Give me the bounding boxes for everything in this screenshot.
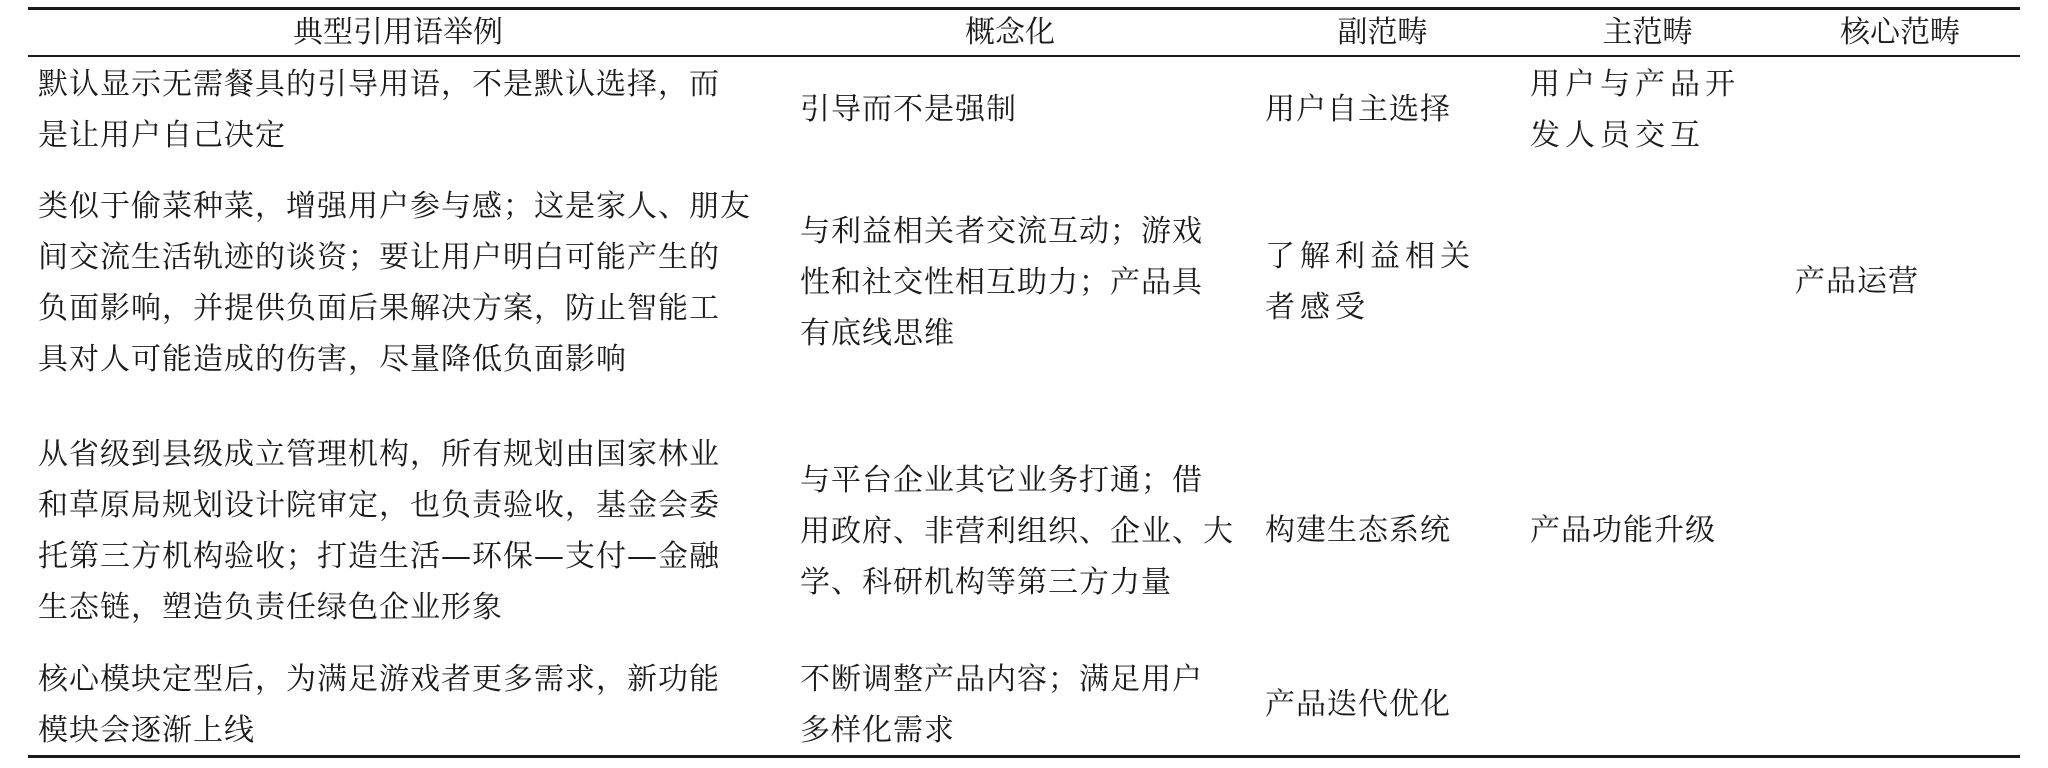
row3-quote-line: 托第三方机构验收；打造生活—环保—支付—金融: [38, 539, 720, 574]
row1-quote-line: 默认显示无需餐具的引导用语，不是默认选择，而: [38, 67, 720, 102]
row4-sub-category: [1265, 679, 1451, 730]
row3-quote-line: 和草原局规划设计院审定，也负责验收，基金会委: [38, 488, 720, 523]
row3-concept-line: 与平台企业其它业务打通；借: [800, 463, 1203, 498]
row3-main-category: [1530, 505, 1716, 556]
row1-sub-line: 用户自主选择: [1265, 92, 1451, 127]
header-quote: 典型引用语举例: [293, 15, 503, 50]
header-main-category: 主范畴: [1602, 15, 1693, 50]
row1-main-line: 发人员交互: [1530, 118, 1705, 153]
row2-quote-line: 具对人可能造成的伤害，尽量降低负面影响: [38, 342, 627, 377]
row2-concept-line: 与利益相关者交流互动；游戏: [800, 214, 1203, 249]
row1-concept: [800, 84, 1017, 135]
row3-sub-category: [1265, 505, 1451, 556]
row2-quote-line: 负面影响，并提供负面后果解决方案，防止智能工: [38, 291, 720, 326]
row3-sub-line: 构建生态系统: [1265, 513, 1451, 548]
row3-quote: [38, 429, 720, 633]
row1-quote: [38, 59, 720, 161]
row1-main-line: 用户与产品开: [1530, 67, 1740, 102]
row3-main-line: 产品功能升级: [1530, 513, 1716, 548]
row2-sub-line: 者感受: [1265, 290, 1370, 325]
row4-quote: [38, 654, 720, 756]
row4-concept: [800, 654, 1203, 756]
header-concept: 概念化: [965, 15, 1055, 50]
row2-quote: [38, 181, 751, 385]
row4-concept-line: 多样化需求: [800, 713, 955, 748]
row2-concept-line: 有底线思维: [800, 316, 955, 351]
row1-quote-line: 是让用户自己决定: [38, 118, 286, 153]
row1-concept-line: 引导而不是强制: [800, 92, 1017, 127]
row3-quote-line: 从省级到县级成立管理机构，所有规划由国家林业: [38, 437, 720, 472]
row2-quote-line: 间交流生活轨迹的谈资；要让用户明白可能产生的: [38, 240, 720, 275]
row2-concept: [800, 206, 1203, 359]
row2-sub-category: [1265, 231, 1475, 333]
row2-core-category: [1795, 256, 1919, 307]
header-sub-category: 副范畴: [1337, 15, 1428, 50]
row4-concept-line: 不断调整产品内容；满足用户: [800, 662, 1203, 697]
row1-sub-category: [1265, 84, 1451, 135]
row2-concept-line: 性和社交性相互助力；产品具: [800, 265, 1203, 300]
row2-sub-line: 了解利益相关: [1265, 239, 1475, 274]
row4-sub-line: 产品迭代优化: [1265, 687, 1451, 722]
row3-concept-line: 用政府、非营利组织、企业、大: [800, 514, 1234, 549]
row4-quote-line: 模块会逐渐上线: [38, 713, 255, 748]
header-core-category: 核心范畴: [1840, 15, 1960, 50]
row2-quote-line: 类似于偷菜种菜，增强用户参与感；这是家人、朋友: [38, 189, 751, 224]
row3-concept: [800, 455, 1234, 608]
row1-main-category: [1530, 59, 1740, 161]
row3-concept-line: 学、科研机构等第三方力量: [800, 565, 1172, 600]
table-header-rule: [28, 55, 2020, 57]
row4-quote-line: 核心模块定型后，为满足游戏者更多需求，新功能: [38, 662, 720, 697]
row3-quote-line: 生态链，塑造负责任绿色企业形象: [38, 590, 503, 625]
row2-core-line: 产品运营: [1795, 264, 1919, 299]
